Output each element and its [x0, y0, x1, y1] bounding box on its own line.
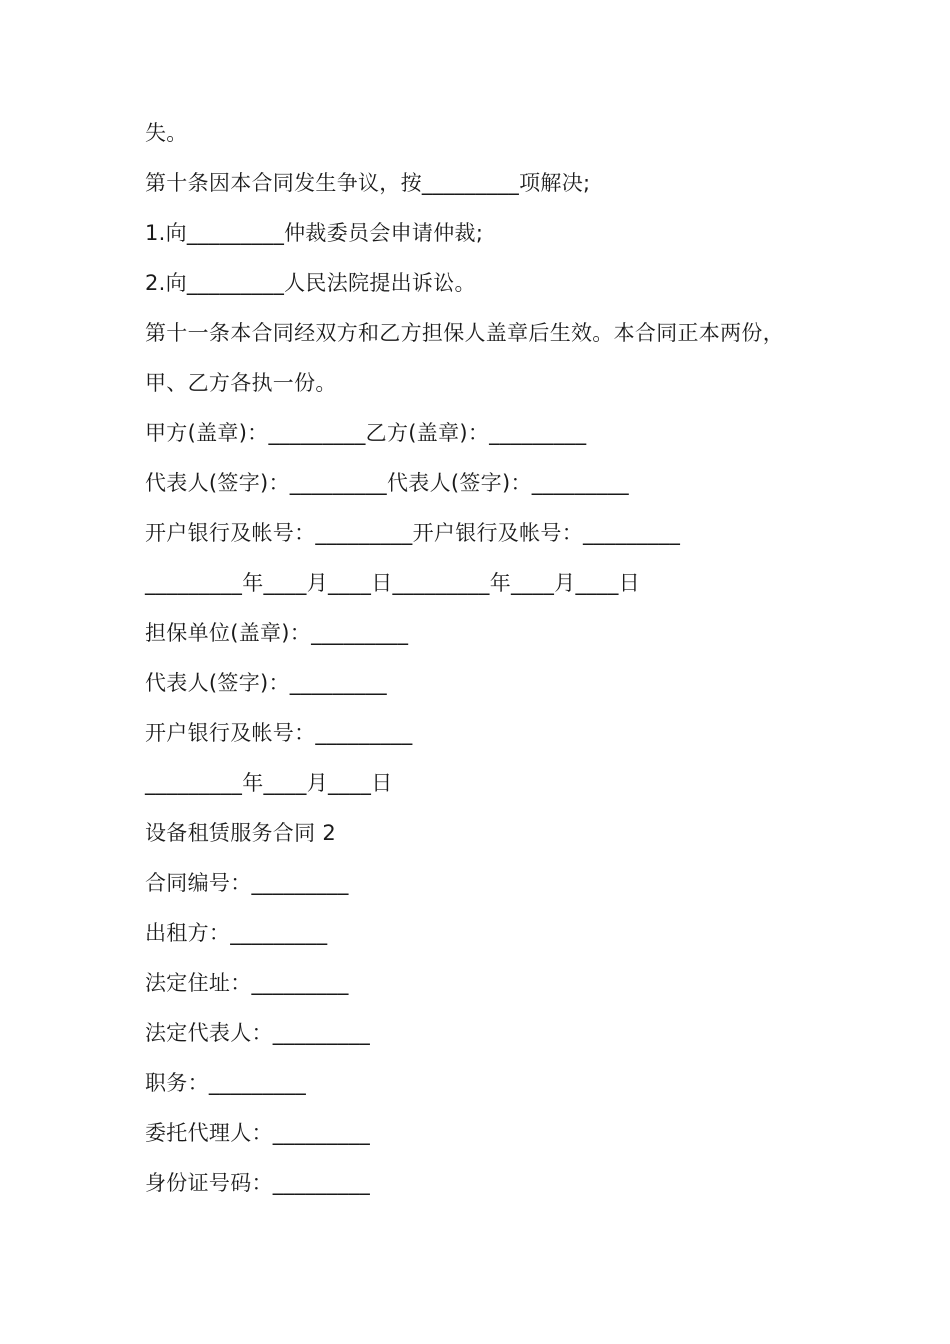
section-title: 设备租赁服务合同 2	[145, 821, 337, 845]
text-line: 第十条因本合同发生争议，按_________项解决;	[145, 171, 591, 195]
text-line: 1.向_________仲裁委员会申请仲裁;	[145, 221, 484, 245]
text-line: 开户银行及帐号：_________开户银行及帐号：_________	[145, 521, 681, 545]
text-line: 委托代理人：_________	[145, 1121, 370, 1145]
text-line: _________年____月____日_________年____月____日	[145, 571, 640, 595]
text-line: 第十一条本合同经双方和乙方担保人盖章后生效。本合同正本两份，	[145, 321, 784, 345]
text-line: 代表人(签字)：_________代表人(签字)：_________	[145, 471, 629, 495]
text-line: 法定住址：_________	[145, 971, 349, 995]
text-line: 法定代表人：_________	[145, 1021, 370, 1045]
text-line: 开户银行及帐号：_________	[145, 721, 413, 745]
text-line: 甲、乙方各执一份。	[145, 371, 337, 395]
text-line: 身份证号码：_________	[145, 1171, 370, 1195]
text-line: _________年____月____日	[145, 771, 393, 795]
text-line: 出租方：_________	[145, 921, 328, 945]
text-line: 代表人(签字)：_________	[145, 671, 387, 695]
text-line: 合同编号：_________	[145, 871, 349, 895]
document-body	[145, 113, 825, 1213]
text-line: 失。	[145, 121, 188, 145]
text-line: 2.向_________人民法院提出诉讼。	[145, 271, 476, 295]
text-line: 甲方(盖章)：_________乙方(盖章)：_________	[145, 421, 587, 445]
text-line: 职务：_________	[145, 1071, 307, 1095]
text-line: 担保单位(盖章)：_________	[145, 621, 409, 645]
